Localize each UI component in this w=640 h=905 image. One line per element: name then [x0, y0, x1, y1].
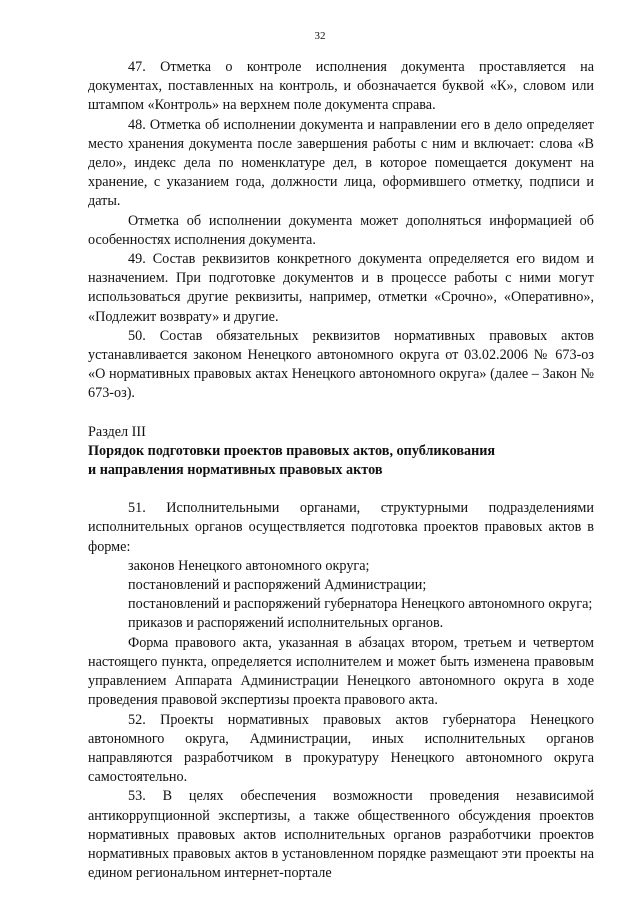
paragraph-48-note: Отметка об исполнении документа может дополняться информацией об особенностях исполнения документа.: [88, 212, 594, 248]
section-label: Раздел III: [88, 423, 146, 440]
list-item: постановлений и распоряжений губернатора Ненецкого автономного округа;: [128, 596, 593, 613]
paragraph-51: 51. Исполнительными органами, структурными подразделениями исполнительных органов осуществляется подготовка проектов правовых актов в форме:: [88, 500, 594, 555]
section-title-line-2: и направления нормативных правовых актов: [88, 462, 383, 479]
list-item: постановлений и распоряжений Администрации;: [128, 577, 427, 594]
paragraph-50: 50. Состав обязательных реквизитов нормативных правовых актов устанавливается законом Ненецкого автономного округа от 03.02.2006 № 673-оз «О нормативных правовых актах Ненецкого автономного округа» (далее – Закон № 673-оз).: [88, 327, 594, 402]
paragraph-52: 52. Проекты нормативных правовых актов губернатора Ненецкого автономного округа, Администрации, иных исполнительных органов направляются разработчиком в прокуратуру Ненецкого автономного округа самостоятельно.: [88, 711, 594, 786]
page-number: 32: [314, 30, 326, 42]
document-body: [88, 58, 594, 883]
paragraph-53: 53. В целях обеспечения возможности проведения независимой антикоррупционной экспертизы, а также общественного обсуждения проектов нормативных правовых актов исполнительных органов разработчики проектов нормативных правовых актов в установленном порядке размещают эти проекты на едином региональном интернет-портале: [88, 788, 594, 882]
section-title-line-1: Порядок подготовки проектов правовых актов, опубликования: [88, 442, 496, 459]
paragraph-48: 48. Отметка об исполнении документа и направлении его в дело определяет место хранения документа после завершения работы с ним и включает: слова «В дело», индекс дела по номенклатуре дел, в которое помещается документ на хранение, с указанием года, должности лица, оформившего отметку, подписи и даты.: [88, 116, 594, 210]
paragraph-51-form-note: Форма правового акта, указанная в абзацах втором, третьем и четвертом настоящего пункта, определяется исполнителем и может быть изменена правовым управлением Аппарата Администрации Ненецкого автономного округа в ходе проведения правовой экспертизы проекта правового акта.: [88, 634, 594, 709]
list-item: приказов и распоряжений исполнительных органов.: [128, 615, 444, 632]
paragraph-49: 49. Состав реквизитов конкретного документа определяется его видом и назначением. При подготовке документов и в процессе работы с ними могут использоваться другие реквизиты, например, отметки «Срочно», «Оперативно», «Подлежит возврату» и другие.: [88, 251, 594, 325]
paragraph-47: 47. Отметка о контроле исполнения документа проставляется на документах, поставленных на контроль, и обозначается буквой «К», словом или штампом «Контроль» на верхнем поле документа справа.: [88, 59, 594, 114]
section-heading: [88, 423, 594, 481]
list-item: законов Ненецкого автономного округа;: [128, 557, 370, 574]
